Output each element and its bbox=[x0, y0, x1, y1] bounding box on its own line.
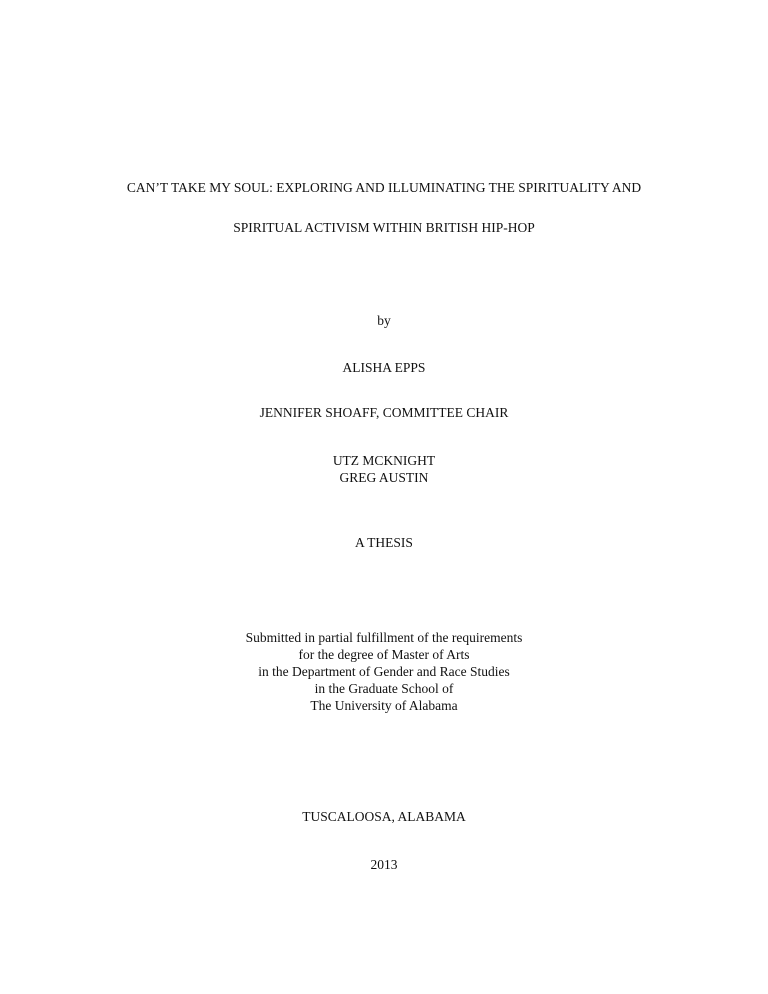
document-type: A THESIS bbox=[355, 535, 413, 550]
committee-member: GREG AUSTIN bbox=[339, 470, 429, 485]
submission-line: in the Department of Gender and Race Studies bbox=[258, 664, 510, 679]
committee-members bbox=[0, 452, 768, 486]
committee-chair: JENNIFER SHOAFF, COMMITTEE CHAIR bbox=[259, 405, 509, 420]
submission-line: in the Graduate School of bbox=[314, 681, 454, 696]
by-label: by bbox=[377, 313, 391, 328]
submission-line: The University of Alabama bbox=[310, 698, 458, 713]
submission-line: for the degree of Master of Arts bbox=[298, 647, 470, 662]
committee-member: UTZ MCKNIGHT bbox=[332, 453, 436, 468]
author-name: ALISHA EPPS bbox=[342, 360, 426, 375]
thesis-title-line-1: CAN’T TAKE MY SOUL: EXPLORING AND ILLUMINATING THE SPIRITUALITY AND bbox=[126, 180, 642, 195]
submission-line: Submitted in partial fulfillment of the requirements bbox=[245, 630, 523, 645]
year: 2013 bbox=[370, 857, 398, 872]
submission-statement bbox=[0, 629, 768, 714]
thesis-title-line-2: SPIRITUAL ACTIVISM WITHIN BRITISH HIP-HOP bbox=[233, 220, 535, 235]
location: TUSCALOOSA, ALABAMA bbox=[302, 809, 466, 824]
